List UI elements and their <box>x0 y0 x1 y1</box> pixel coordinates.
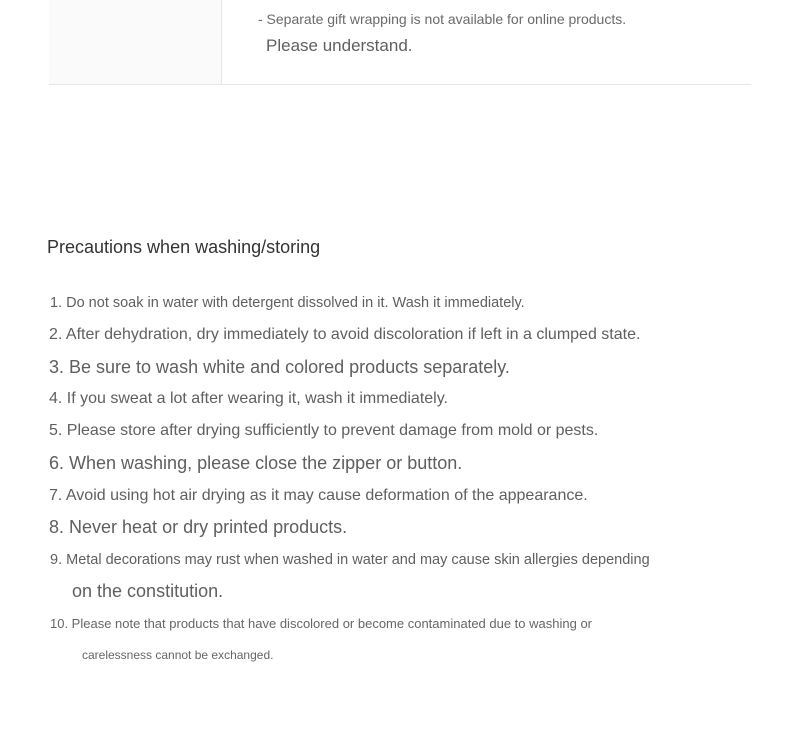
precaution-item-8: 8. Never heat or dry printed products. <box>49 517 348 537</box>
precaution-item-9: 9. Metal decorations may rust when washed in water and may cause skin allergies depending <box>50 552 650 568</box>
precaution-item-10-continued: carelessness cannot be exchanged. <box>82 648 274 662</box>
gift-wrapping-note: - Separate gift wrapping is not available for online products. <box>258 11 627 27</box>
precautions-title: Precautions when washing/storing <box>47 237 321 257</box>
precaution-item-4: 4. If you sweat a lot after wearing it, wash it immediately. <box>49 390 448 407</box>
precaution-item-2: 2. After dehydration, dry immediately to avoid discoloration if left in a clumped state. <box>49 326 641 343</box>
info-table-header-cell <box>49 0 222 84</box>
precaution-item-1: 1. Do not soak in water with detergent dissolved in it. Wash it immediately. <box>50 295 525 311</box>
precaution-item-6: 6. When washing, please close the zipper or button. <box>49 453 463 473</box>
precaution-item-3: 3. Be sure to wash white and colored products separately. <box>49 357 510 377</box>
precaution-item-7: 7. Avoid using hot air drying as it may cause deformation of the appearance. <box>49 487 588 504</box>
precaution-item-5: 5. Please store after drying sufficiently to prevent damage from mold or pests. <box>49 422 599 439</box>
product-info-table <box>49 0 751 85</box>
precaution-item-10: 10. Please note that products that have discolored or become contaminated due to washing or <box>50 616 593 631</box>
info-table-content-cell <box>222 0 751 84</box>
understand-note: Please understand. <box>266 36 413 55</box>
precaution-item-9-continued: on the constitution. <box>72 581 224 601</box>
